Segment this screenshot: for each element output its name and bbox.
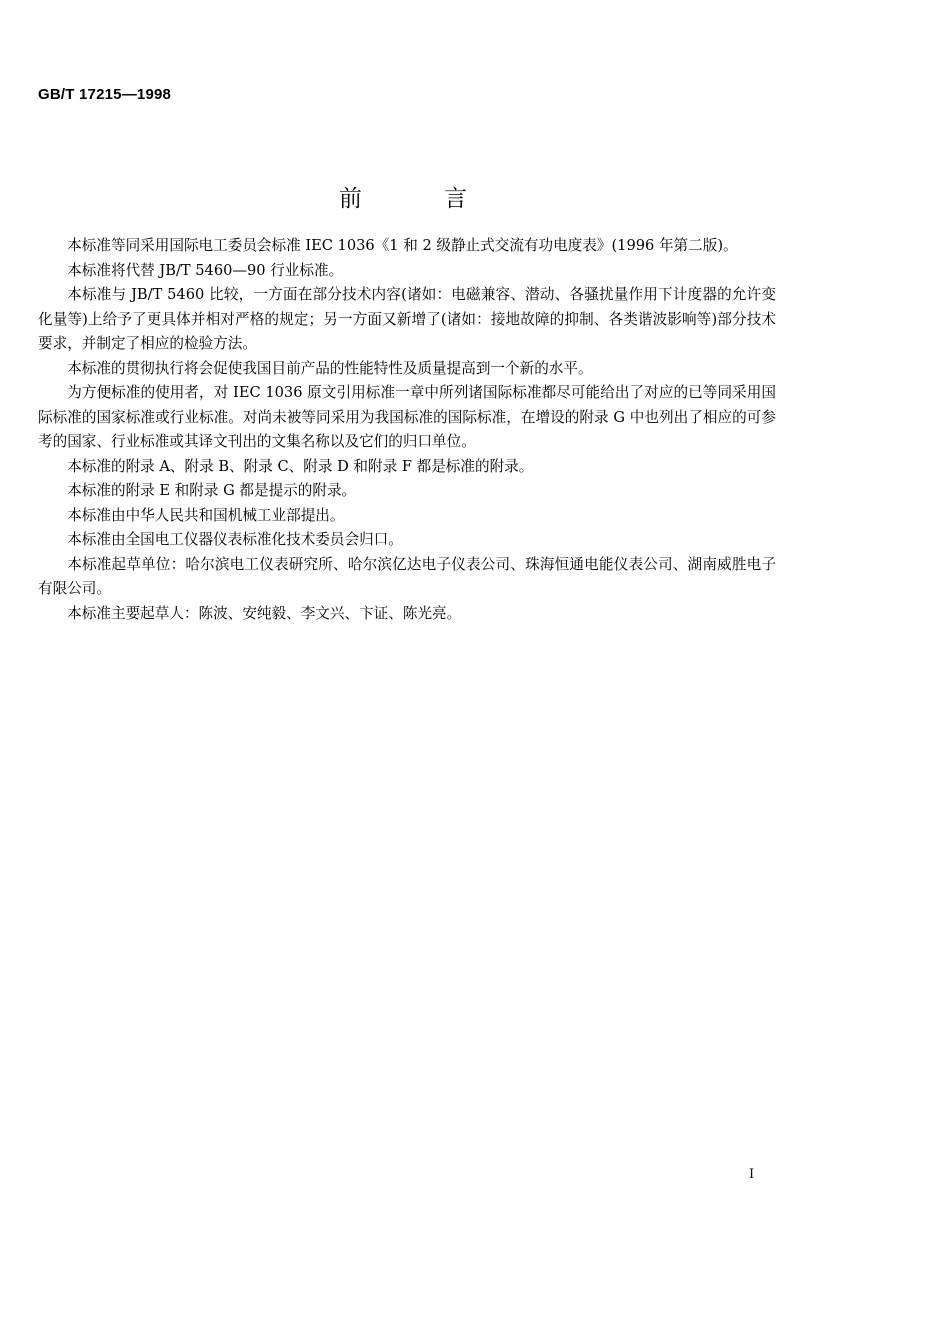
- standard-code: GB/T 17215—1998: [38, 86, 172, 103]
- paragraph: 本标准等同采用国际电工委员会标准 IEC 1036《1 和 2 级静止式交流有功电度表》(1996 年第二版)。: [67, 237, 738, 254]
- paragraph: 本标准主要起草人：陈波、安纯毅、李文兴、卞证、陈光亮。: [67, 604, 462, 622]
- paragraph: 本标准起草单位：哈尔滨电工仪表研究所、哈尔滨亿达电子仪表公司、珠海恒通电能仪表公司、湖南威胜电子有限公司。: [38, 555, 776, 597]
- paragraph: 本标准的附录 A、附录 B、附录 C、附录 D 和附录 F 都是标准的附录。: [67, 457, 534, 475]
- paragraph: 本标准由中华人民共和国机械工业部提出。: [67, 506, 345, 524]
- paragraph: 本标准由全国电工仪器仪表标准化技术委员会归口。: [67, 531, 403, 548]
- paragraph: 为方便标准的使用者，对 IEC 1036 原文引用标准一章中所列诸国际标准都尽可能给出了对应的已等同采用国际标准的国家标准或行业标准。对尚未被等同采用为我国标准的国际标准，在增设的附录 G 中也列出了相应的可参考的国家、行业标准或其译文刊出的文集名称以及它们的归口单位。: [38, 384, 776, 450]
- foreword-body: [38, 234, 776, 626]
- page-number: I: [749, 1167, 755, 1182]
- paragraph: 本标准将代替 JB/T 5460—90 行业标准。: [67, 261, 344, 279]
- page-title: 前言: [339, 186, 549, 212]
- paragraph: 本标准的附录 E 和附录 G 都是提示的附录。: [67, 482, 357, 499]
- paragraph: 本标准与 JB/T 5460 比较，一方面在部分技术内容(诸如：电磁兼容、潜动、各骚扰量作用下计度器的允许变化量等)上给予了更具体并相对严格的规定；另一方面又新增了(诸如：接地故障的抑制、各类谐波影响等)部分技术要求，并制定了相应的检验方法。: [38, 286, 776, 352]
- paragraph: 本标准的贯彻执行将会促使我国目前产品的性能特性及质量提高到一个新的水平。: [67, 359, 593, 377]
